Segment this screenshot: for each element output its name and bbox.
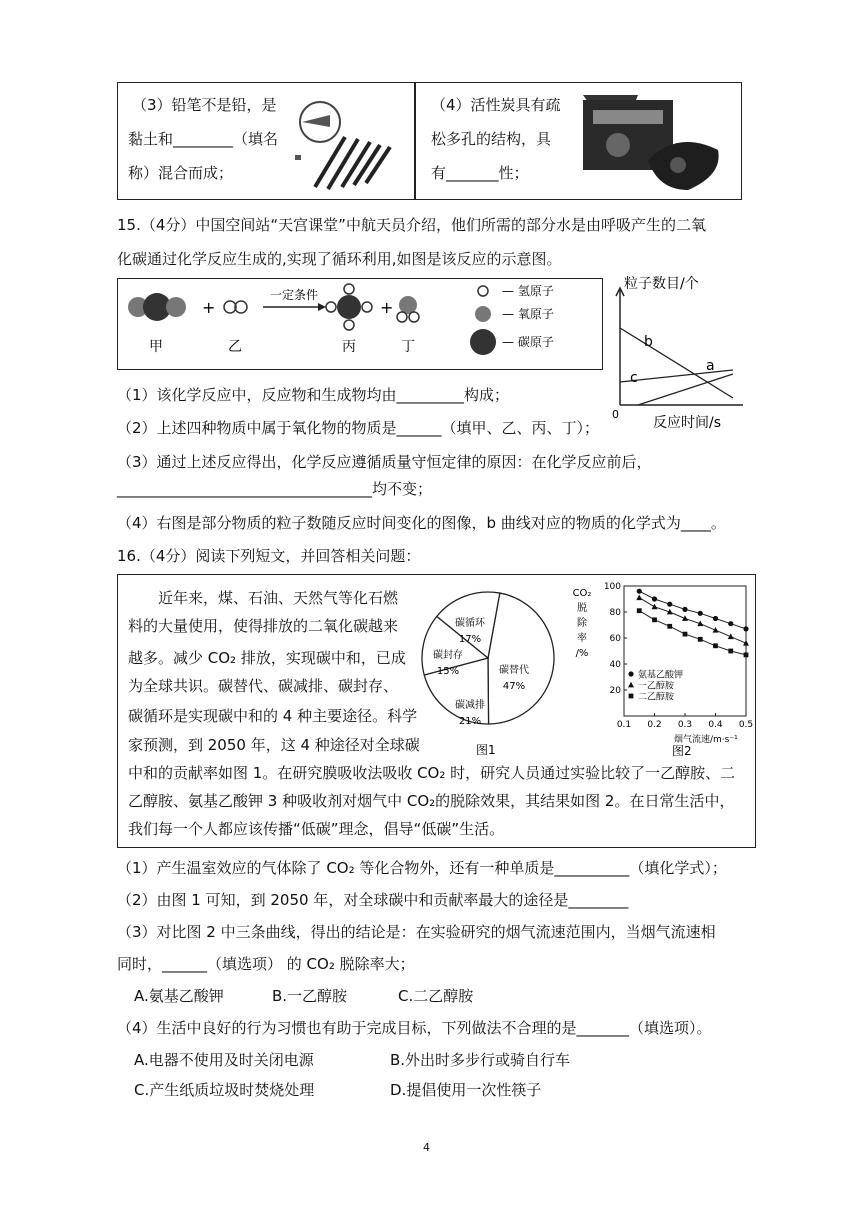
pie-label-1-0: 碳减排 xyxy=(455,700,485,711)
legend-carbon: — 碳原子 xyxy=(502,335,554,349)
cell4-line1: （4）活性炭具有疏 xyxy=(431,96,561,114)
fig2-point-2-5 xyxy=(713,643,718,648)
q16-q4-option-a: A.电器不使用及时关闭电源 xyxy=(134,1051,314,1069)
molecule-ding xyxy=(397,296,419,322)
fig2-xtick-label-1: 0.2 xyxy=(647,720,662,730)
top-table-divider xyxy=(414,82,416,199)
pie-slice-0 xyxy=(488,593,554,724)
fig2-point-2-7 xyxy=(744,653,749,658)
q16-q4-option-b: B.外出时多步行或骑自行车 xyxy=(390,1051,571,1069)
fig2-legend-label-2: 二乙醇胺 xyxy=(638,692,675,703)
q15-q1: （1）该化学反应中，反应物和生成物均由_________构成； xyxy=(117,386,510,404)
graph-origin: 0 xyxy=(612,408,619,421)
curve-b xyxy=(620,328,733,398)
fig2-point-2-6 xyxy=(728,649,733,654)
q16-q4: （4）生活中良好的行为习惯也有助于完成目标，下列做法不合理的是_______（填选项）。 xyxy=(117,1019,712,1037)
passage-line-4: 为全球共识。碳替代、碳减排、碳封存、 xyxy=(128,677,399,695)
q16-q1: （1）产生温室效应的气体除了 CO₂ 等化合物外，还有一种单质是__________（填化学式）； xyxy=(117,859,727,877)
carbon-atom-icon xyxy=(470,329,496,355)
fig2-series-line-2 xyxy=(639,611,746,655)
legend-oxygen: — 氧原子 xyxy=(502,307,554,321)
fig2-point-2-1 xyxy=(652,617,657,622)
fig2-point-1-0 xyxy=(636,595,642,601)
fig2-ylabel xyxy=(573,588,592,659)
fig2-point-0-7 xyxy=(743,626,748,631)
passage-line-7: 中和的贡献率如图 1。在研究膜吸收法吸收 CO₂ 时，研究人员通过实验比较了一乙醇胺、二 xyxy=(128,764,736,782)
fig2-ytick-label-3: 80 xyxy=(609,608,621,618)
fig2-legend-label-0: 氨基乙酸钾 xyxy=(638,670,684,681)
pie-label-2-0: 碳封存 xyxy=(433,650,463,661)
hydrogen-atom-icon xyxy=(478,286,488,296)
pie-label-2-1: 15% xyxy=(436,666,460,677)
curve-a-label: a xyxy=(706,358,715,374)
q16-q3-option-b: B.一乙醇胺 xyxy=(272,987,348,1005)
q15-q3b: __________________________________均不变； xyxy=(117,480,433,498)
reaction-diagram xyxy=(118,279,600,367)
cell3-line3: 称）混合而成； xyxy=(128,164,234,182)
fig2-point-0-0 xyxy=(637,589,642,594)
graph-xlabel: 反应时间/s xyxy=(653,415,722,431)
passage-line-8: 乙醇胺、氨基乙酸钾 3 种吸收剂对烟气中 CO₂的脱除效果，其结果如图 2。在日常生活中， xyxy=(128,792,735,810)
q16-q2: （2）由图 1 可知，到 2050 年，对全球碳中和贡献率最大的途径是________ xyxy=(117,891,629,909)
fig1-caption: 图1 xyxy=(476,743,496,757)
fig2-legend-marker-1 xyxy=(628,682,634,688)
reaction-condition: 一定条件 xyxy=(270,288,319,302)
fig2-ylabel-part-0: CO₂ xyxy=(572,588,592,599)
activated-carbon-photo xyxy=(578,90,728,195)
fig2-ytick-label-1: 40 xyxy=(609,660,621,670)
fig2-legend-marker-0 xyxy=(628,671,633,676)
pie-label-3-1: 17% xyxy=(458,634,482,645)
particle-time-graph xyxy=(608,270,758,430)
fig2-point-2-0 xyxy=(637,608,642,613)
pie-label-0-0: 碳替代 xyxy=(499,665,529,676)
fig2-line-chart xyxy=(568,578,754,758)
fig2-xtick-label-4: 0.5 xyxy=(738,720,754,730)
pencil-photo xyxy=(290,97,410,192)
cell4-line3: 有_______性； xyxy=(431,164,529,182)
cell3-line1: （3）铅笔不是铅，是 xyxy=(132,96,277,114)
curve-b-label: b xyxy=(644,334,653,350)
passage-line-3: 越多。减少 CO₂ 排放，实现碳中和，已成 xyxy=(128,649,406,667)
passage-line-9: 我们每一个人都应该传播“低碳”理念，倡导“低碳”生活。 xyxy=(128,820,505,838)
legend-hydrogen: — 氢原子 xyxy=(502,284,554,298)
fig2-point-2-2 xyxy=(667,624,672,629)
graph-ylabel: 粒子数目/个 xyxy=(624,276,699,292)
fig2-point-1-1 xyxy=(652,604,658,610)
passage-line-1: 近年来，煤、石油、天然气等化石燃 xyxy=(158,589,399,607)
fig2-xlabel: 烟气流速/m·s⁻¹ xyxy=(674,735,738,745)
q15-q3a: （3）通过上述反应得出，化学反应遵循质量守恒定律的原因：在化学反应前后， xyxy=(117,453,652,471)
fig2-point-0-1 xyxy=(652,596,657,601)
fig2-ylabel-part-1: 脱 xyxy=(577,603,587,614)
fig2-caption: 图2 xyxy=(672,744,692,758)
cell3-line2: 黏土和________（填名 xyxy=(128,130,279,148)
q16-title: 16.（4分）阅读下列短文，并回答相关问题： xyxy=(117,547,421,565)
oxygen-atom-icon xyxy=(475,306,491,322)
pie-label-1-1: 21% xyxy=(458,716,482,727)
fig2-point-0-2 xyxy=(667,602,672,607)
q16-q3-option-a: A.氨基乙酸钾 xyxy=(134,987,224,1005)
fig2-ytick-label-4: 100 xyxy=(603,582,621,592)
molecule-jia xyxy=(128,293,186,321)
fig1-pie-chart xyxy=(418,578,558,758)
fig2-ylabel-part-3: 率 xyxy=(577,633,587,644)
fig2-point-0-4 xyxy=(698,611,703,616)
fig2-xtick-label-0: 0.1 xyxy=(616,720,632,730)
fig2-ylabel-part-4: /% xyxy=(575,648,589,659)
pie-label-3-0: 碳循环 xyxy=(455,618,485,629)
fig2-legend-label-1: 一乙醇胺 xyxy=(638,681,675,692)
molecule-yi xyxy=(224,301,247,313)
svg-text:+: + xyxy=(202,298,216,317)
fig2-legend-marker-2 xyxy=(629,694,634,699)
fig2-xtick-label-2: 0.3 xyxy=(677,720,693,730)
q15-q4: （4）右图是部分物质的粒子数随反应时间变化的图像，b 曲线对应的物质的化学式为____。 xyxy=(117,514,726,532)
label-jia: 甲 xyxy=(149,339,163,355)
passage-line-5: 碳循环是实现碳中和的 4 种主要途径。科学 xyxy=(128,707,418,725)
fig2-point-0-6 xyxy=(728,621,733,626)
fig2-point-2-3 xyxy=(683,632,688,637)
fig2-ytick-label-2: 60 xyxy=(609,634,621,644)
q16-q3a: （3）对比图 2 中三条曲线，得出的结论是：在实验研究的烟气流速范围内，当烟气流速相 xyxy=(117,923,716,941)
page-number: 4 xyxy=(423,1141,430,1154)
label-ding: 丁 xyxy=(401,339,415,355)
q16-q4-option-d: D.提倡使用一次性筷子 xyxy=(390,1081,542,1099)
q15-intro-2: 化碳通过化学反应生成的,实现了循环利用,如图是该反应的示意图。 xyxy=(117,250,562,268)
q16-q4-option-c: C.产生纸质垃圾时焚烧处理 xyxy=(134,1081,315,1099)
pie-label-0-1: 47% xyxy=(502,681,526,692)
curve-c-label: c xyxy=(630,370,638,386)
fig2-point-0-3 xyxy=(682,607,687,612)
fig2-xtick-label-3: 0.4 xyxy=(708,720,723,730)
passage-line-6: 家预测，到 2050 年，这 4 种途径对全球碳 xyxy=(128,736,420,754)
fig2-point-2-4 xyxy=(698,637,703,642)
cell4-line2: 松多孔的结构，具 xyxy=(431,130,552,148)
q15-q2: （2）上述四种物质中属于氧化物的物质是______（填甲、乙、丙、丁）； xyxy=(117,419,600,437)
molecule-bing xyxy=(326,284,372,330)
q15-intro-1: 15.（4分）中国空间站“天宫课堂”中航天员介绍，他们所需的部分水是由呼吸产生的二氧 xyxy=(117,216,706,234)
fig2-ytick-label-0: 20 xyxy=(609,686,621,696)
fig2-point-0-5 xyxy=(713,616,718,621)
svg-text:+: + xyxy=(380,298,394,317)
fig2-ylabel-part-2: 除 xyxy=(577,618,587,629)
label-bing: 丙 xyxy=(342,339,356,355)
q16-q3-option-c: C.二乙醇胺 xyxy=(398,987,474,1005)
passage-line-2: 料的大量使用，使得排放的二氧化碳越来 xyxy=(128,617,399,635)
label-yi: 乙 xyxy=(228,339,242,355)
q16-q3b: 同时，______（填选项） 的 CO₂ 脱除率大； xyxy=(117,955,415,973)
